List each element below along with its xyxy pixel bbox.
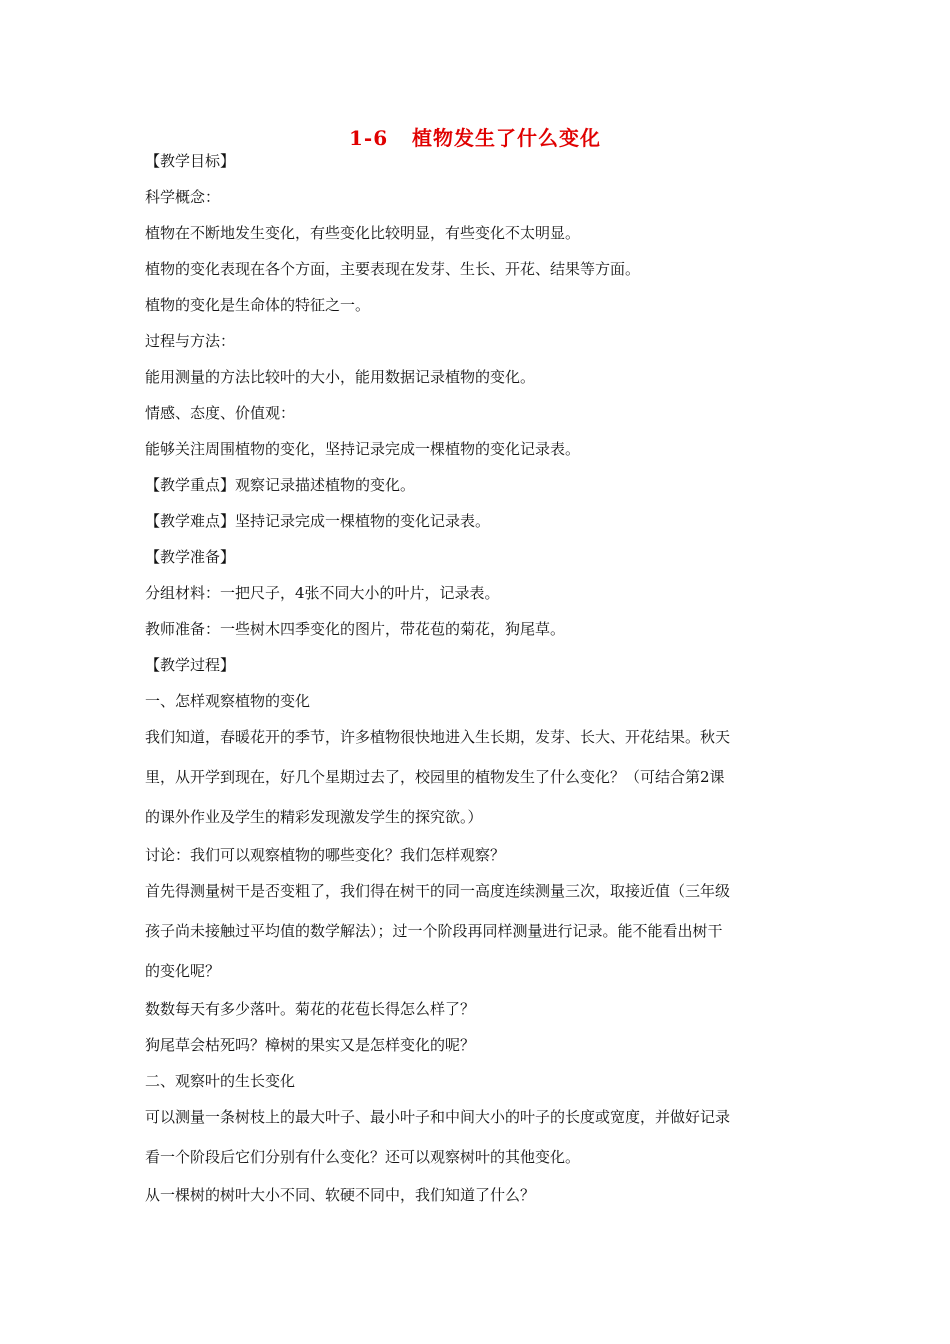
paragraph-line: 植物在不断地发生变化，有些变化比较明显，有些变化不太明显。 xyxy=(145,224,581,242)
paragraph-line: 的课外作业及学生的精彩发现激发学生的探究欲。） xyxy=(145,808,483,826)
page-title: 1-6 植物发生了什么变化 xyxy=(348,126,602,150)
paragraph-line: 能用测量的方法比较叶的大小，能用数据记录植物的变化。 xyxy=(145,368,536,386)
paragraph-line: 看一个阶段后它们分别有什么变化？还可以观察树叶的其他变化。 xyxy=(145,1148,581,1166)
subheading-part-one: 一、怎样观察植物的变化 xyxy=(145,692,311,710)
section-key-point: 【教学重点】观察记录描述植物的变化。 xyxy=(145,476,416,494)
section-heading-objectives: 【教学目标】 xyxy=(145,152,236,170)
paragraph-line: 能够关注周围植物的变化，坚持记录完成一棵植物的变化记录表。 xyxy=(145,440,581,458)
paragraph-line: 的变化呢？ xyxy=(145,962,221,980)
paragraph-line: 分组材料：一把尺子，4张不同大小的叶片，记录表。 xyxy=(145,584,500,602)
section-heading-process: 【教学过程】 xyxy=(145,656,236,674)
subheading-attitude-values: 情感、态度、价值观： xyxy=(145,404,296,422)
paragraph-line: 狗尾草会枯死吗？樟树的果实又是怎样变化的呢？ xyxy=(145,1036,476,1054)
paragraph-line: 首先得测量树干是否变粗了，我们得在树干的同一高度连续测量三次，取接近值（三年级 xyxy=(145,882,731,900)
section-heading-preparation: 【教学准备】 xyxy=(145,548,236,566)
paragraph-line: 可以测量一条树枝上的最大叶子、最小叶子和中间大小的叶子的长度或宽度，并做好记录 xyxy=(145,1108,731,1126)
paragraph-line: 里，从开学到现在，好几个星期过去了，校园里的植物发生了什么变化？（可结合第2课 xyxy=(145,768,725,786)
paragraph-line: 从一棵树的树叶大小不同、软硬不同中，我们知道了什么？ xyxy=(145,1186,536,1204)
paragraph-line: 植物的变化表现在各个方面，主要表现在发芽、生长、开花、结果等方面。 xyxy=(145,260,641,278)
section-difficult-point: 【教学难点】坚持记录完成一棵植物的变化记录表。 xyxy=(145,512,491,530)
paragraph-line: 教师准备：一些树木四季变化的图片，带花苞的菊花，狗尾草。 xyxy=(145,620,566,638)
subheading-science-concept: 科学概念： xyxy=(145,188,221,206)
paragraph-line: 数数每天有多少落叶。菊花的花苞长得怎么样了？ xyxy=(145,1000,476,1018)
paragraph-line: 讨论：我们可以观察植物的哪些变化？我们怎样观察？ xyxy=(145,846,506,864)
paragraph-line: 植物的变化是生命体的特征之一。 xyxy=(145,296,371,314)
subheading-part-two: 二、观察叶的生长变化 xyxy=(145,1072,296,1090)
paragraph-line: 我们知道，春暖花开的季节，许多植物很快地进入生长期，发芽、长大、开花结果。秋天 xyxy=(145,728,731,746)
paragraph-line: 孩子尚未接触过平均值的数学解法）；过一个阶段再同样测量进行记录。能不能看出树干 xyxy=(145,922,723,940)
subheading-process-method: 过程与方法： xyxy=(145,332,236,350)
